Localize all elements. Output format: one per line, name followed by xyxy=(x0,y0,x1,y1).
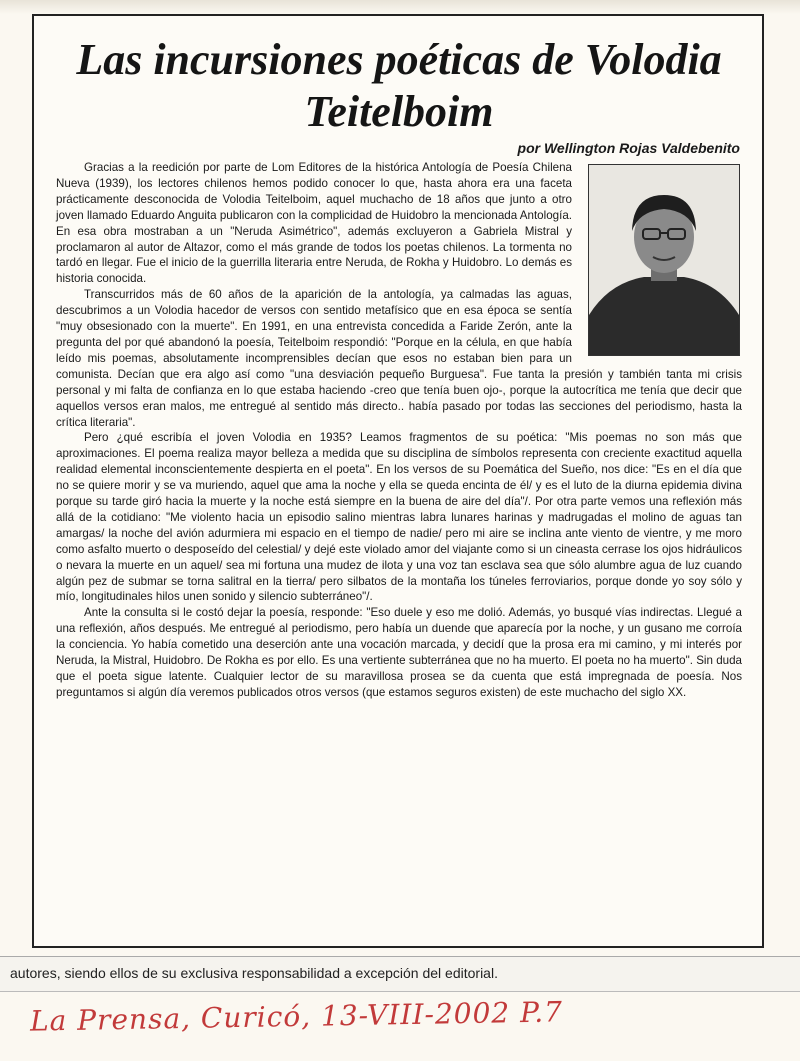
portrait-photo-icon xyxy=(589,165,739,355)
paragraph: Transcurridos más de 60 años de la aparición de la antología, ya calmadas las aguas, descubrimos a un Volodia hacedor de versos con sentido metafísico que en esa época se sentía "muy obsesionado con la muerte". En 1991, en una entrevista concedida a Faride Zerón, ante la pregunta del por qué abandonó la poesía, Teitelboim respondió: "Porque en la célula, en que había leído mis poemas, absolutamente incomprensibles decían que esos no estaban bien para un comunista. Decían que era algo así como "una desviación pequeño Burguesa". Fue tanta la presión y también tanta mi crisis personal y mi falta de confianza en lo que estaba haciendo -creo que tenía buen ojo-, porque la autocrítica me tenía que decir que aquellos versos eran malos, me entregué al sentido más directo.. había pasado por todas las secciones del periodismo, hasta la crítica literaria". xyxy=(56,288,742,429)
paragraph: Gracias a la reedición por parte de Lom Editores de la histórica Antología de Poesía Chilena Nueva (1939), los lectores chilenos hemos podido conocer lo que, hasta ahora era una faceta prácticamente desconocida de Volodia Teitelboim, aquel muchacho de 18 años que junto a otro joven llamado Eduardo Anguita publicaron con la complicidad de Huidobro la mencionada Antología. En esa obra mostraban a un "Neruda Asimétrico", además excluyeron a Gabriela Mistral y proclamaron al autor de Altazor, como el más grande de todos los poetas chilenos. La tormenta no tardó en llegar. Fue el inicio de la guerrilla literaria entre Neruda, de Rokha y Huidobro. Lo demás es historia conocida. xyxy=(56,161,572,286)
footer-disclaimer: autores, siendo ellos de su exclusiva responsabilidad a excepción del editorial. xyxy=(10,965,498,981)
footer-strip xyxy=(0,956,800,992)
page-top-edge xyxy=(0,0,800,14)
paragraph: Ante la consulta si le costó dejar la poesía, responde: "Eso duele y eso me dolió. Además, yo busqué vías indirectas. Llegué a una reflexión, años después. Me entregué al periodismo, pero había un duende que aparecía por la noche, y un gusano me corroía la conciencia. Yo había cometido una deserción ante una vocación marcada, y decidí que la prosa era mi camino, y mi interés por Neruda, la Mistral, Huidobro. De Rokha es por ello. Es una vertiente subterránea que no ha muerto. El poeta no ha muerto". Sin duda que el poeta sigue latente. Cualquier lector de su maravillosa prosea se da cuenta que está impregnada de poesía. Nos preguntamos si algún día veremos publicados otros versos (que estamos seguros existen) de este muchacho del siglo XX. xyxy=(56,606,742,699)
article-box xyxy=(32,14,764,948)
article-title: Las incursiones poéticas de Volodia Teitelboim xyxy=(76,35,722,136)
article-body xyxy=(56,160,742,701)
article-byline: por Wellington Rojas Valdebenito xyxy=(517,140,740,156)
handwritten-source-note: La Prensa, Curicó, 13-VIII-2002 P.7 xyxy=(29,995,564,1038)
author-photo xyxy=(588,164,740,356)
paragraph: Pero ¿qué escribía el joven Volodia en 1935? Leamos fragmentos de su poética: "Mis poemas no son más que aproximaciones. El poema realiza mayor belleza a medida que su disciplina de símbolos representa con creciente exactitud aquella realidad elemental inconscientemente despierta en el poeta". En los versos de su Poemática del Sueño, nos dice: "Es en el día que no se quiere morir y se va muriendo, aquel que ama la noche y ella se queda encinta de él/ y es el luto de la diurna epidemia divina porque su tarde giró hacia la muerte y la noche está siempre en la buena de aire del día"/. Por otra parte vemos una reflexión más allá de la cotidiano: "Me violento hacia un episodio salino mientras labra lunares harinas y madrugadas el molino de aguas tan amargas/ la noche del avión adurmiera mi espacio en el tiempo de nadie/ pero mi aire se inclina ante viento de vientre, y me moro como asfalto muerto o desposeído del celestial/ y dejé este violado amor del viajante como si un cineasta cerrase los ojos hidráulicos o nevara la muerte en un aquel/ sea mi fortuna una mudez de ilota y una voz tan esclava sea que sólo alumbre agua de luz cuando algún pez de submar se torna salitral en la tierra/ pero silbatos de la montaña los túneles ferroviarios, porque donde yo soy sólo y mío, longitudinales hilos unen sonido y silencio subterráneo"/. xyxy=(56,431,742,604)
